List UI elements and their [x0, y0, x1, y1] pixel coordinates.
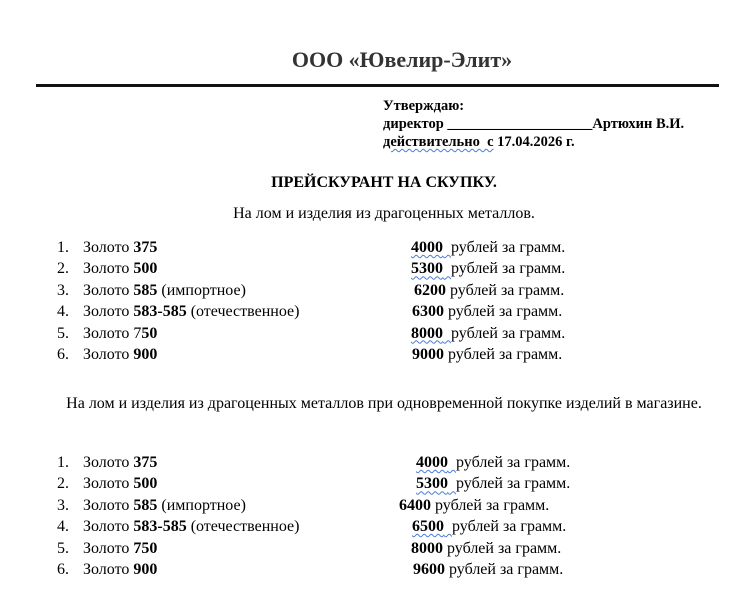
price-value: 6500 — [412, 518, 444, 536]
item-metal — [83, 473, 157, 494]
item-metal — [83, 516, 299, 537]
item-number: 6. — [57, 345, 69, 363]
assay-value: 375 — [133, 239, 158, 256]
metal-label: Золото — [83, 281, 134, 299]
item-number: 3. — [57, 281, 69, 299]
price-unit: рублей за грамм. — [451, 324, 566, 342]
price-value: 9000 — [412, 345, 444, 363]
item-price — [414, 280, 564, 301]
assay-value: 750 — [133, 539, 158, 557]
metal-label: Золото — [83, 518, 134, 536]
item-metal — [83, 559, 157, 580]
assay-value: 583-585 — [133, 303, 187, 321]
item-number: 5. — [57, 539, 69, 557]
assay-value: 900 — [133, 560, 158, 578]
price-value: 6400 — [399, 496, 431, 514]
spacer — [444, 518, 452, 535]
item-metal — [83, 323, 157, 344]
spacer — [448, 475, 456, 492]
price-unit: рублей за грамм. — [456, 454, 571, 471]
item-price — [399, 495, 549, 516]
approval-block — [383, 97, 684, 151]
metal-label: Золото — [83, 496, 134, 514]
item-note: (отечественное) — [186, 303, 300, 321]
item-note: (отечественное) — [186, 518, 300, 536]
metal-label: Золото — [83, 303, 134, 321]
metal-label: Золото 7 — [83, 324, 142, 342]
metal-label: Золото — [83, 539, 134, 557]
item-metal — [83, 344, 157, 365]
valid-date: 17.04.2026 г. — [493, 134, 575, 150]
metal-label: Золото — [83, 260, 134, 278]
approval-line3 — [383, 133, 684, 151]
price-value: 4000 — [416, 454, 448, 471]
item-price — [411, 258, 565, 279]
item-number: 2. — [57, 475, 69, 493]
assay-value: 583-585 — [133, 518, 187, 536]
price-value: 5300 — [416, 475, 448, 493]
item-number: 4. — [57, 518, 69, 536]
director-name: Артюхин В.И. — [592, 116, 685, 132]
approval-line1: Утверждаю: — [383, 98, 465, 114]
metal-label: Золото — [83, 560, 134, 578]
price-unit: рублей за грамм. — [448, 345, 563, 363]
price-unit: рублей за грамм. — [452, 518, 567, 536]
price-unit: рублей за грамм. — [435, 496, 550, 514]
approval-line2 — [383, 115, 684, 133]
director-label: директор — [383, 116, 448, 132]
item-number: 6. — [57, 560, 69, 578]
metal-label: Золото — [83, 345, 134, 363]
item-price — [411, 538, 561, 559]
item-number: 4. — [57, 303, 69, 321]
item-price — [412, 516, 566, 537]
metal-label: Золото — [83, 239, 134, 256]
assay-value: 585 — [133, 281, 158, 299]
item-metal — [83, 452, 157, 473]
header-rule — [36, 84, 719, 87]
item-number: 5. — [57, 324, 69, 342]
price-unit: рублей за грамм. — [450, 281, 565, 299]
document-title: ПРЕЙСКУРАНТ НА СКУПКУ. — [271, 174, 497, 191]
item-price — [411, 323, 565, 344]
section2-subtitle: На лом и изделия из драгоценных металлов при одновременной покупке изделий в магазине. — [66, 395, 702, 412]
spacer — [443, 325, 451, 342]
metal-label: Золото — [83, 454, 134, 471]
item-price — [411, 237, 565, 258]
price-unit: рублей за грамм. — [456, 475, 571, 493]
assay-value: 50 — [141, 324, 158, 342]
price-unit: рублей за грамм. — [451, 239, 566, 256]
price-value: 5300 — [411, 260, 443, 278]
item-metal — [83, 237, 157, 258]
price-value: 8000 — [411, 539, 443, 557]
signature-blank: ____________________ — [447, 116, 593, 132]
assay-value: 375 — [133, 454, 158, 471]
assay-value: 900 — [133, 345, 158, 363]
price-unit: рублей за грамм. — [451, 260, 566, 278]
price-unit: рублей за грамм. — [447, 539, 562, 557]
item-note: (импортное) — [157, 281, 246, 299]
price-unit: рублей за грамм. — [448, 303, 563, 321]
item-price — [416, 473, 570, 494]
spacer — [448, 454, 456, 471]
item-metal — [83, 258, 157, 279]
item-note: (импортное) — [157, 496, 246, 514]
item-number: 1. — [57, 239, 69, 256]
metal-label: Золото — [83, 475, 134, 493]
price-value: 8000 — [411, 324, 443, 342]
assay-value: 585 — [133, 496, 158, 514]
price-unit: рублей за грамм. — [449, 560, 564, 578]
price-value: 6200 — [414, 281, 446, 299]
item-number: 1. — [57, 454, 69, 471]
company-name: ООО «Ювелир-Элит» — [291, 47, 513, 72]
spacer — [443, 239, 451, 256]
valid-from-label: действительно с — [383, 134, 494, 150]
item-number: 3. — [57, 496, 69, 514]
item-metal — [83, 301, 299, 322]
price-value: 4000 — [411, 239, 443, 256]
item-price — [416, 452, 570, 473]
assay-value: 500 — [133, 260, 158, 278]
item-metal — [83, 538, 157, 559]
item-price — [412, 344, 562, 365]
item-number: 2. — [57, 260, 69, 278]
item-price — [413, 559, 563, 580]
spacer — [443, 260, 451, 277]
price-value: 6300 — [412, 303, 444, 321]
item-price — [412, 301, 562, 322]
section1-subtitle: На лом и изделия из драгоценных металлов. — [233, 205, 535, 222]
price-value: 9600 — [413, 560, 445, 578]
item-metal — [83, 495, 246, 516]
item-metal — [83, 280, 246, 301]
assay-value: 500 — [133, 475, 158, 493]
